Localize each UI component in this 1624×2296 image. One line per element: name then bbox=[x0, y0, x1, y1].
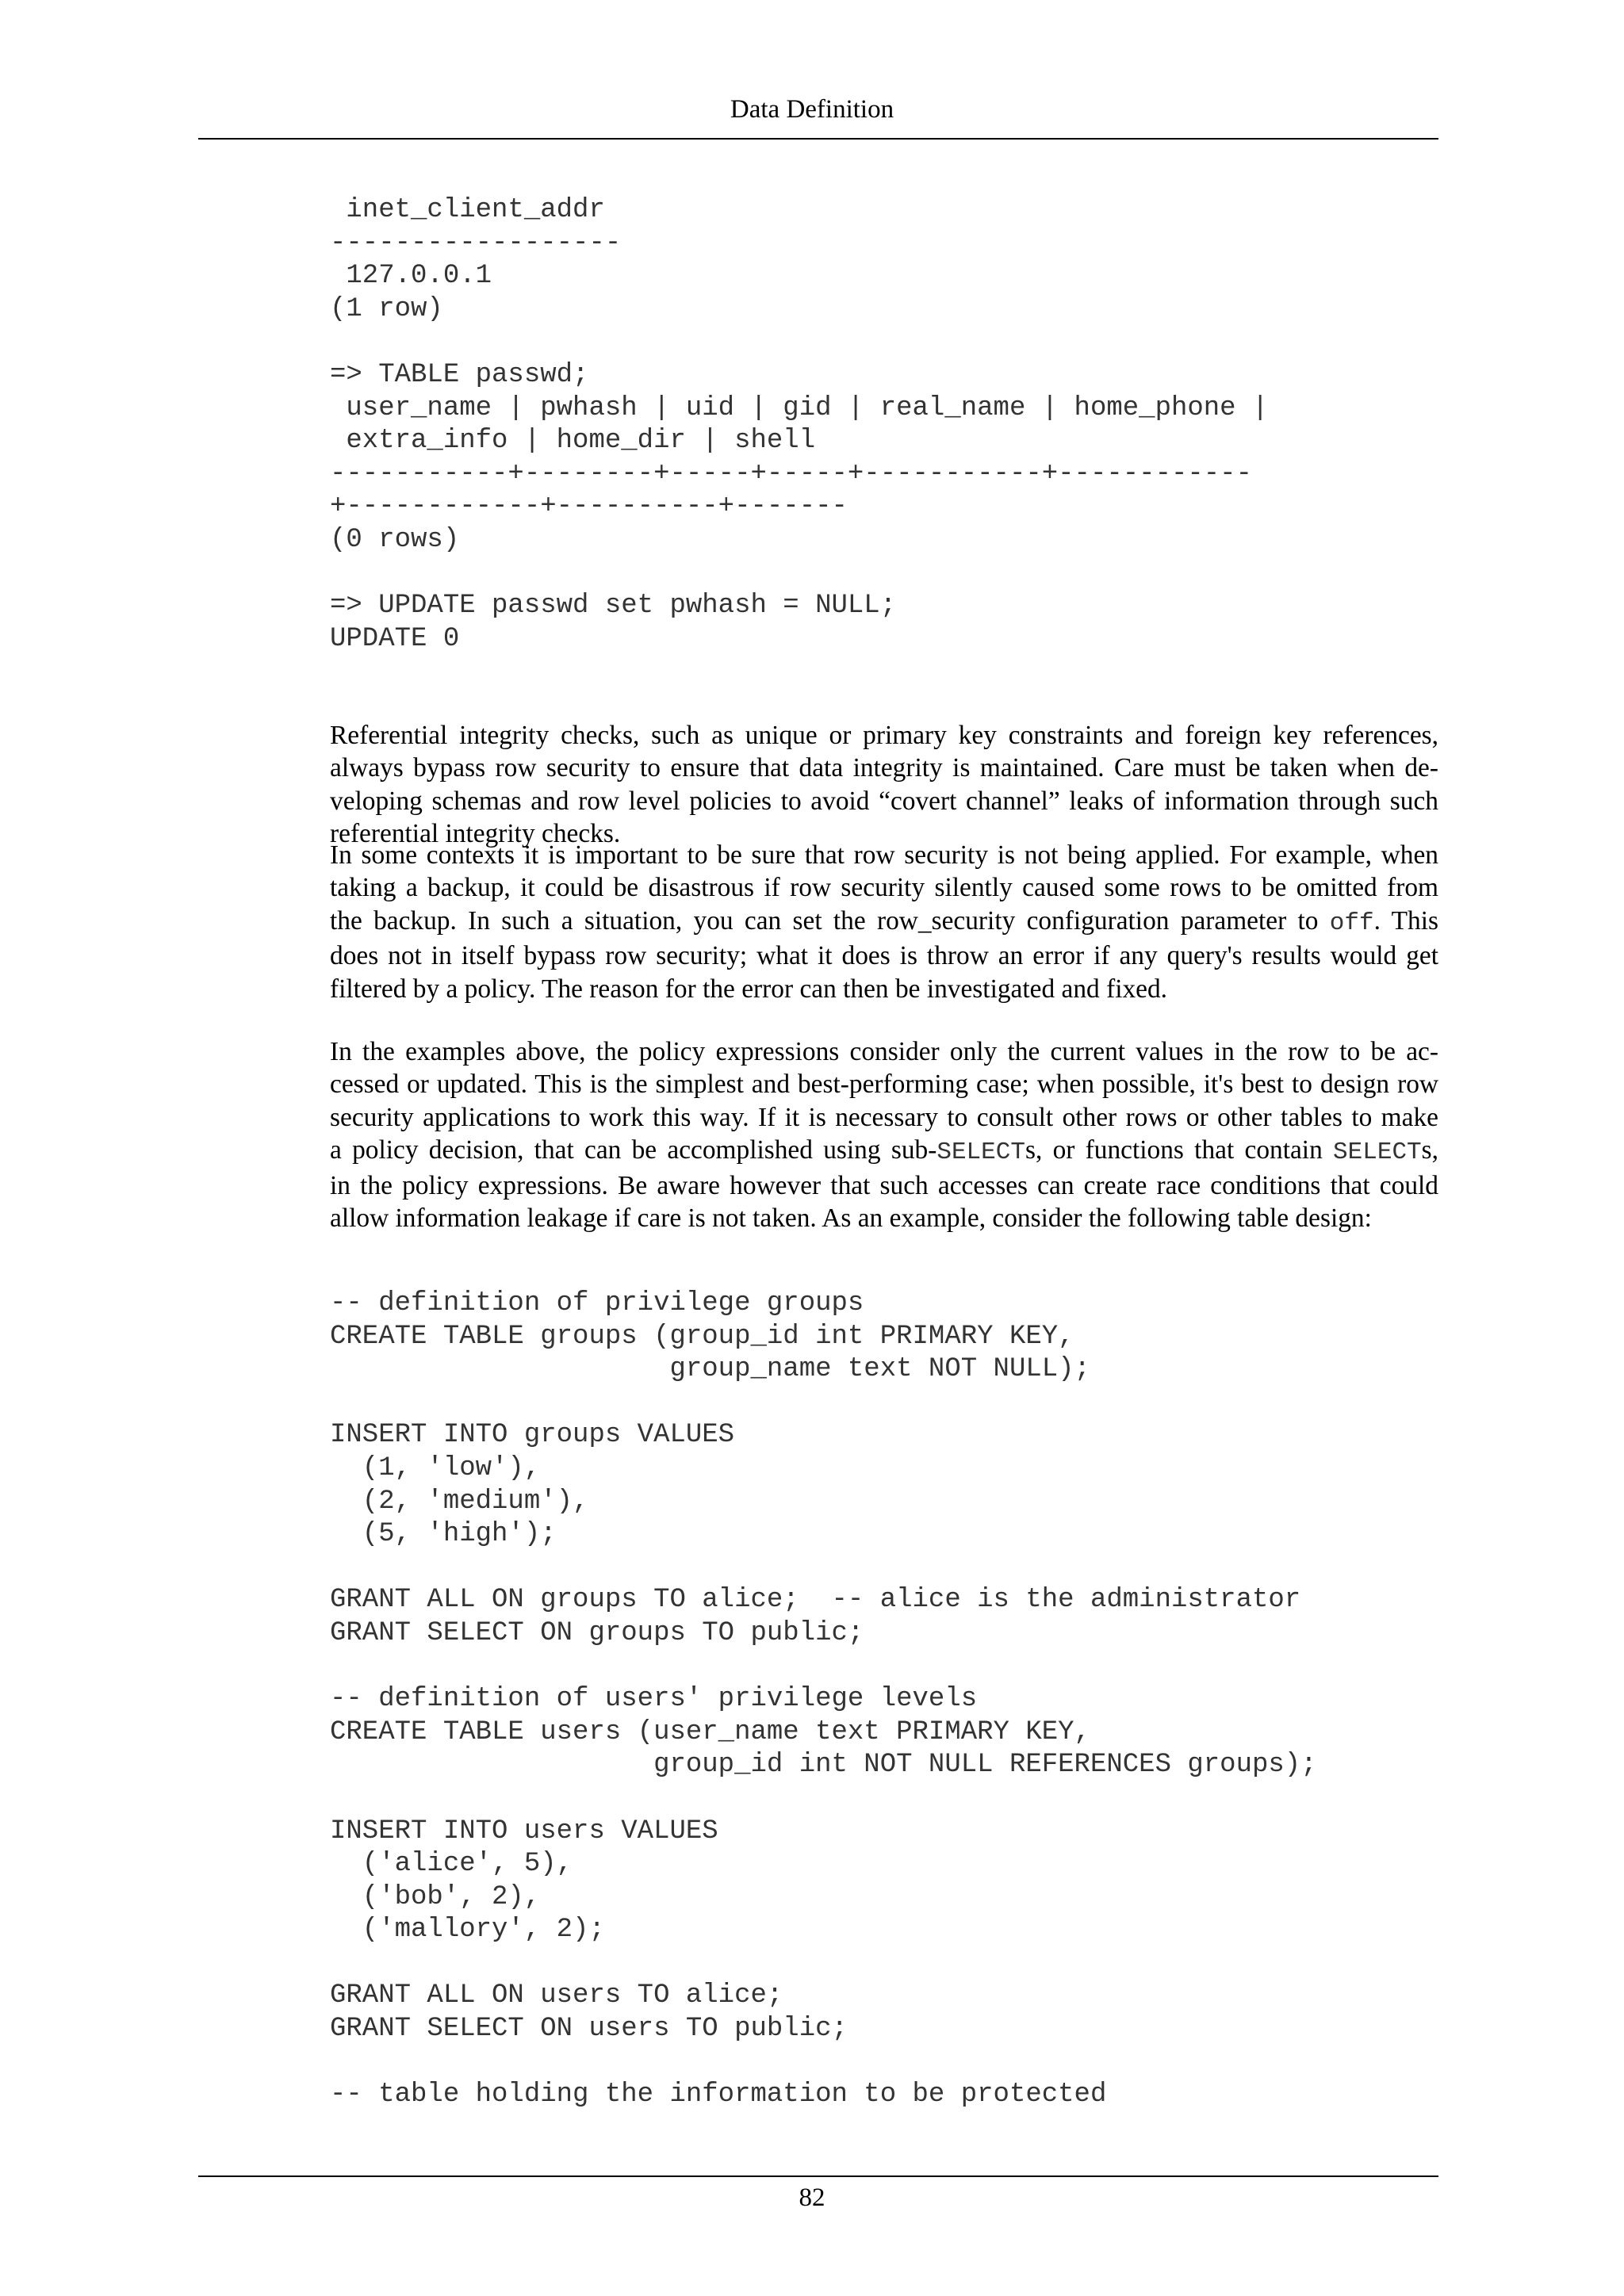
page-number: 82 bbox=[799, 2183, 825, 2212]
header-rule bbox=[198, 138, 1438, 140]
paragraph-line bbox=[330, 905, 1438, 939]
text-run: . This bbox=[1373, 905, 1438, 936]
footer-rule bbox=[198, 2175, 1438, 2177]
paragraph-line: does not in itself bypass row security; what it does is throw an error if any query's results would get bbox=[330, 941, 1438, 971]
paragraph-policy-expressions bbox=[330, 1035, 1438, 1234]
paragraph-line: referential integrity checks. bbox=[330, 819, 621, 849]
paragraph-line bbox=[330, 1134, 1438, 1169]
code-block-table-design: -- definition of privilege groups CREATE TABLE groups (group_id int PRIMARY KEY, group_name text NOT NULL); INSERT INTO groups VALUES (1, 'low'), (2, 'medium'), (5, 'high'); GRANT ALL ON groups TO alice; -- alice is the administrator GRANT SELECT ON groups TO public; -- definition of users' privilege levels CREATE TABLE users (user_name text PRIMARY KEY, group_id int NOT NULL REFERENCES groups); INSERT INTO users VALUES ('alice', 5), ('bob', 2), ('mallory', 2); GRANT ALL ON users TO alice; GRANT SELECT ON users TO public; -- table holding the information to be protected bbox=[330, 1288, 1317, 2110]
inline-code-select: SELECT bbox=[936, 1138, 1025, 1167]
paragraph-row-security-off bbox=[330, 839, 1438, 1005]
paragraph-line: In some contexts it is important to be sure that row security is not being applied. For example, when bbox=[330, 840, 1438, 870]
text-run: a policy decision, that can be accomplished using sub- bbox=[330, 1135, 937, 1165]
text-run: s, bbox=[1421, 1135, 1439, 1165]
paragraph-referential-integrity bbox=[330, 719, 1438, 851]
paragraph-line: veloping schemas and row level policies to avoid “covert channel” leaks of information through such bbox=[330, 786, 1438, 816]
page-header-title: Data Definition bbox=[730, 95, 894, 124]
paragraph-line: taking a backup, it could be disastrous if row security silently caused some rows to be omitted from bbox=[330, 873, 1438, 903]
text-run: s, or functions that contain bbox=[1025, 1135, 1334, 1165]
paragraph-line: security applications to work this way. If it is necessary to consult other rows or other tables to make bbox=[330, 1102, 1438, 1132]
text-run: the backup. In such a situation, you can set the row_security configuration parameter to bbox=[330, 905, 1330, 936]
paragraph-line: In the examples above, the policy expressions consider only the current values in the row to be ac- bbox=[330, 1037, 1438, 1066]
paragraph-line: cessed or updated. This is the simplest and best-performing case; when possible, it's best to design row bbox=[330, 1070, 1438, 1100]
paragraph-line: in the policy expressions. Be aware however that such accesses can create race conditions that could bbox=[330, 1170, 1438, 1200]
paragraph-line: always bypass row security to ensure that data integrity is maintained. Care must be taken when de- bbox=[330, 753, 1438, 783]
inline-code-off: off bbox=[1329, 909, 1374, 937]
code-block-psql-output: inet_client_addr ------------------ 127.0.0.1 (1 row) => TABLE passwd; user_name | pwhash | uid | gid | real_name | home_phone | extra_info | home_dir | shell -----------+--------+-----+-----+-----------+------------ +------------+----------+------- (0 rows) => UPDATE passwd set pwhash = NULL; UPDATE 0 bbox=[330, 195, 1269, 654]
paragraph-line: filtered by a policy. The reason for the error can then be investigated and fixed. bbox=[330, 974, 1168, 1004]
paragraph-line: allow information leakage if care is not taken. As an example, consider the following table design: bbox=[330, 1203, 1372, 1234]
inline-code-select: SELECT bbox=[1333, 1138, 1422, 1167]
paragraph-line: Referential integrity checks, such as unique or primary key constraints and foreign key references, bbox=[330, 721, 1438, 750]
